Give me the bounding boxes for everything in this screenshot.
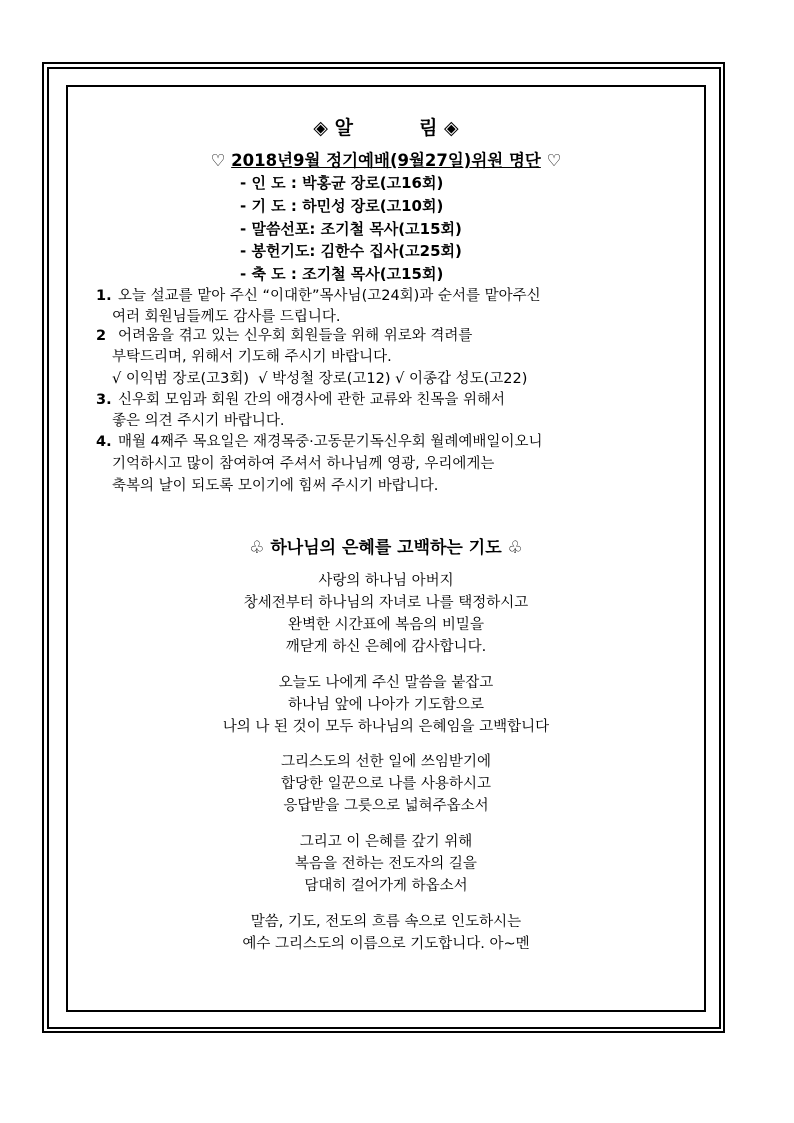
item-number: 3. <box>96 392 112 408</box>
heart-icon: ♡ <box>546 151 562 170</box>
item-text: √ 이익범 장로(고3회) √ 박성철 장로(고12) √ 이종갑 성도(고22) <box>112 371 528 387</box>
prayer-line: 하나님 앞에 나아가 기도함으로 <box>288 697 484 713</box>
prayer-line: 나의 나 된 것이 모두 하나님의 은혜임을 고백합니다 <box>222 719 550 735</box>
club-icon: ♧ <box>249 538 265 558</box>
notice-title-text: 알 림 <box>334 117 438 139</box>
role-line: - 인 도 : 박홍균 장로(고16회) <box>240 174 444 192</box>
role-line: - 축 도 : 조기철 목사(고15회) <box>240 265 444 283</box>
item-text: 축복의 날이 되도록 모이기에 힘써 주시기 바랍니다. <box>112 478 439 494</box>
prayer-line: 예수 그리스도의 이름으로 기도합니다. 아~멘 <box>242 936 530 952</box>
heart-icon: ♡ <box>210 151 226 170</box>
prayer-line: 깨닫게 하신 은혜에 감사합니다. <box>285 639 487 655</box>
item-number: 4. <box>96 434 112 450</box>
prayer-line: 담대히 걸어가게 하옵소서 <box>304 878 468 894</box>
prayer-line: 창세전부터 하나님의 자녀로 나를 택정하시고 <box>243 595 529 611</box>
role-line: - 봉헌기도: 김한수 집사(고25회) <box>240 242 462 260</box>
role-line: - 기 도 : 하민성 장로(고10회) <box>240 197 444 215</box>
item-text: 오늘 설교를 맡아 주신 “이대한”목사님(고24회)과 순서를 맡아주신 <box>118 288 541 304</box>
club-icon: ♧ <box>507 538 523 558</box>
prayer-line: 말씀, 기도, 전도의 흐름 속으로 인도하시는 <box>250 914 522 930</box>
prayer-line: 완벽한 시간표에 복음의 비밀을 <box>288 617 484 633</box>
prayer-line: 오늘도 나에게 주신 말씀을 붙잡고 <box>278 675 494 691</box>
diamond-icon: ◈ <box>313 117 328 139</box>
diamond-icon: ◈ <box>444 117 459 139</box>
prayer-line: 합당한 일꾼으로 나를 사용하시고 <box>281 776 491 792</box>
item-number: 1. <box>96 288 112 304</box>
prayer-line: 그리스도의 선한 일에 쓰임받기에 <box>281 754 491 770</box>
subtitle-text: 2018년9월 정기예배(9월27일)위원 명단 <box>231 151 541 170</box>
prayer-line: 응답받을 그릇으로 넓혀주옵소서 <box>283 798 489 814</box>
prayer-line: 그리고 이 은혜를 갚기 위해 <box>299 834 473 850</box>
item-text: 기억하시고 많이 참여하여 주셔서 하나님께 영광, 우리에게는 <box>112 456 495 472</box>
item-text: 매월 4째주 목요일은 재경목중·고동문기독신우회 월례예배일이오니 <box>118 434 543 450</box>
item-text: 좋은 의견 주시기 바랍니다. <box>112 413 285 429</box>
notice-subtitle <box>66 147 706 171</box>
prayer-title <box>66 533 706 558</box>
item-number: 2 <box>96 328 107 344</box>
item-text: 어려움을 겪고 있는 신우회 회원들을 위해 위로와 격려를 <box>118 328 473 344</box>
prayer-line: 사랑의 하나님 아버지 <box>318 573 454 589</box>
notice-title <box>66 113 706 140</box>
prayer-line: 복음을 전하는 전도자의 길을 <box>295 856 477 872</box>
item-text: 부탁드리며, 위해서 기도해 주시기 바랍니다. <box>112 349 392 365</box>
item-text: 신우회 모임과 회원 간의 애경사에 관한 교류와 친목을 위해서 <box>118 392 506 408</box>
item-text: 여러 회원님들께도 감사를 드립니다. <box>112 309 341 325</box>
prayer-title-text: 하나님의 은혜를 고백하는 기도 <box>270 538 502 558</box>
role-line: - 말씀선포: 조기철 목사(고15회) <box>240 220 462 238</box>
